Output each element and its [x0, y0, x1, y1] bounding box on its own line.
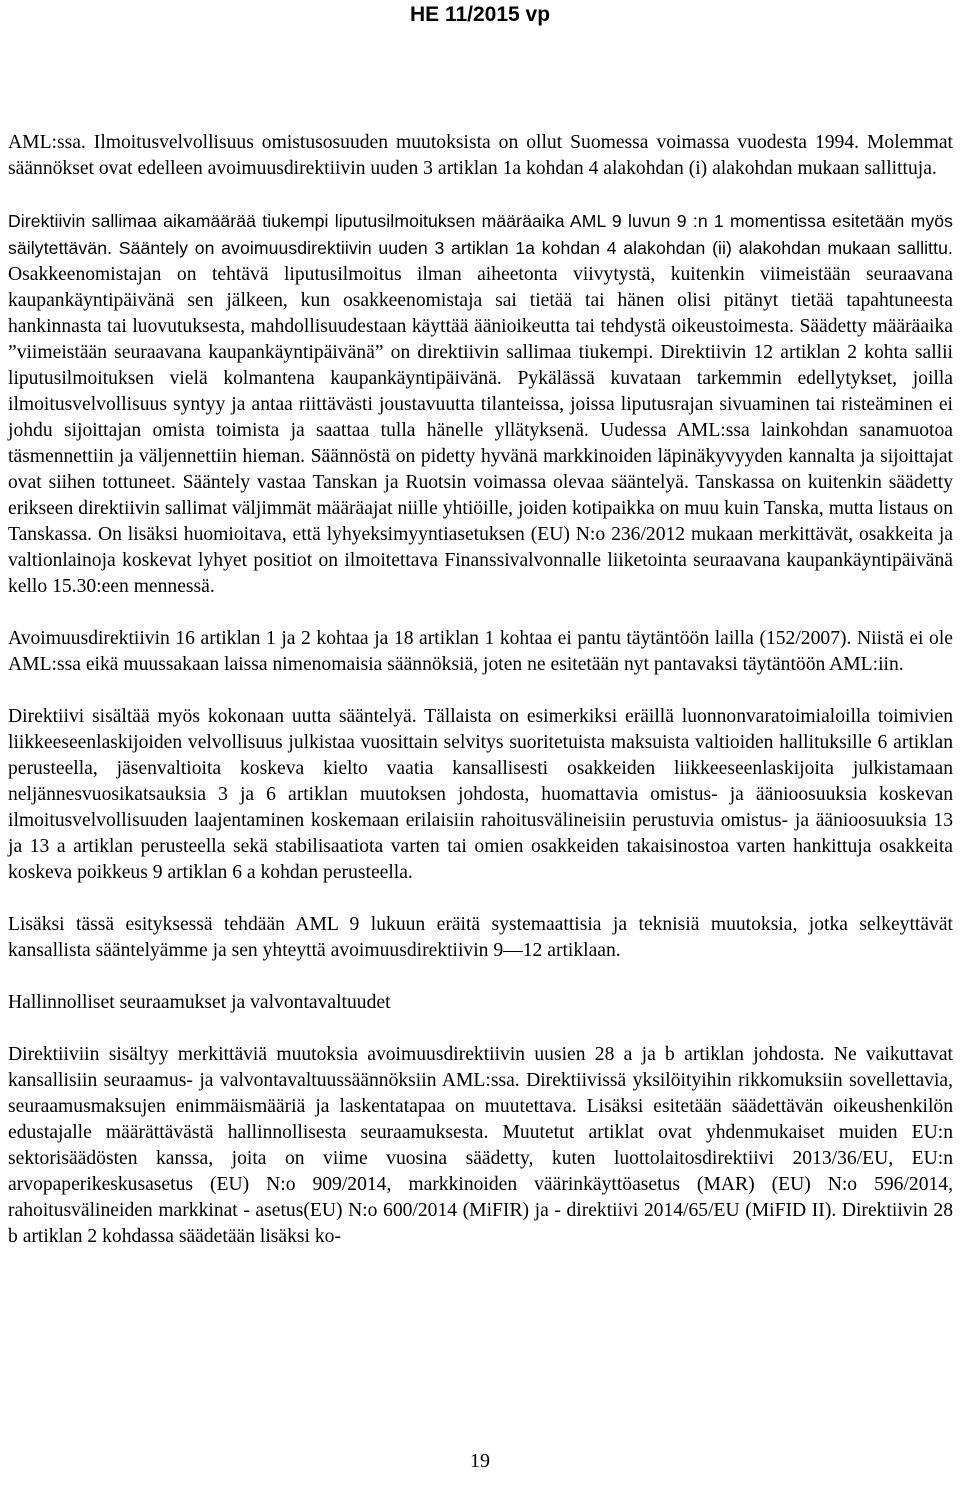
paragraph-4: Direktiivi sisältää myös kokonaan uutta sääntelyä. Tällaista on esimerkiksi eräillä luonnonvaratoimialoilla toimivien liikkeeseenlaskijoiden velvollisuus julkistaa vuosittain selvitys suoritetuista maksuista valtioiden hallituksille 6 artiklan perusteella, jäsenvaltioita koskeva kielto vaatia kansallisesti osakkeiden liikkeeseenlaskijoita julkistamaan neljännesvuosikatsauksia 3 ja 6 artiklan muutoksen johdosta, huomattavia omistus- ja äänioosuuksia koskevan ilmoitusvelvollisuuden laajentaminen koskemaan erilaisiin rahoitusvälineisiin perustuvia omistus- ja äänioosuuksia 13 ja 13 a artiklan perusteella sekä stabilisaatiota varten tai omien osakkeiden takaisinostoa varten hankittuja osakkeita koskeva poikkeus 9 artiklan 6 a kohdan perusteella. — [8, 706, 953, 883]
page-number: 19 — [470, 1450, 490, 1472]
paragraph-2 — [8, 208, 953, 600]
paragraph-3: Avoimuusdirektiivin 16 artiklan 1 ja 2 kohtaa ja 18 artiklan 1 kohtaa ei pantu täytäntöön lailla (152/2007). Niistä ei ole AML:ssa eikä muussakaan laissa nimenomaisia säännöksiä, joten ne esitetään nyt pantavaksi täytäntöön AML:iin. — [8, 628, 953, 675]
paragraph-2-sans-part: Direktiivin sallimaa aikamäärää tiukempi liputusilmoituksen määräaika AML 9 luvun 9 :n 1 momentissa esitetään myös säilytettävän. Sääntely on avoimuusdirektiivin uuden 3 artiklan 1a kohdan 4 alakohdan (ii) alakohdan mukaan sallittu. — [8, 211, 953, 258]
page-header: HE 11/2015 vp — [409, 3, 551, 26]
section-heading: Hallinnolliset seuraamukset ja valvontavaltuudet — [8, 992, 391, 1013]
paragraph-5: Lisäksi tässä esityksessä tehdään AML 9 lukuun eräitä systemaattisia ja teknisiä muutoksia, jotka selkeyttävät kansallista sääntelyämme ja sen yhteyttä avoimuusdirektiivin 9—12 artiklaan. — [8, 914, 953, 961]
paragraph-2-serif-part: Osakkeenomistajan on tehtävä liputusilmoitus ilman aiheetonta viivytystä, kuitenkin viimeistään seuraavana kaupankäyntipäivänä sen jälkeen, kun osakkeenomistaja sai tietää tai hänen olisi pitänyt tietää tapahtuneesta hankinnasta tai luovutuksesta, mahdollisuudestaan käyttää äänioikeutta tai tehdystä oikeustoimesta. Säädetty määräaika ”viimeistään seuraavana kaupankäyntipäivänä” on direktiivin sallimaa tiukempi. Direktiivin 12 artiklan 2 kohta sallii liputusilmoituksen vielä kolmantena kaupankäyntipäivänä. Pykälässä kuvataan tarkemmin edellytykset, joilla ilmoitusvelvollisuus syntyy ja antaa riittävästi joustavuutta tilanteissa, joissa liputusrajan sivuaminen tai risteäminen ei johdu sijoittajan omista toimista ja saattaa tulla hänelle yllätyksenä. Uudessa AML:ssa lainkohdan sanamuotoa täsmennettiin ja väljennettiin hieman. Säännöstä on pidetty hyvänä markkinoiden läpinäkyvyyden kannalta ja sijoittajat ovat siihen tottuneet. Sääntely vastaa Tanskan ja Ruotsin voimassa olevaa sääntelyä. Tanskassa on kuitenkin säädetty erikseen direktiivin sallimat väljimmät määräajat niille yhtiöille, joiden kotipaikka on muu kuin Tanska, mutta listaus on Tanskassa. On lisäksi huomioitava, että lyhyeksimyyntiasetuksen (EU) N:o 236/2012 mukaan merkittävät, osakkeita ja valtionlainoja koskevat lyhyet positiot on ilmoitettava Finanssivalvonnalle liiketointa seuraavana kaupankäyntipäivänä kello 15.30:een mennessä. — [8, 264, 953, 597]
document-body — [8, 130, 953, 1250]
paragraph-6: Direktiiviin sisältyy merkittäviä muutoksia avoimuusdirektiivin uusien 28 a ja b artiklan johdosta. Ne vaikuttavat kansallisiin seuraamus- ja valvontavaltuussäännöksiin AML:ssa. Direktiivissä yksilöityihin rikkomuksiin sovellettavia, seuraamusmaksujen enimmäismääriä ja laskentatapaa on muutettava. Lisäksi esitetään säädettävän oikeushenkilön edustajalle määrättävästä hallinnollisesta seuraamuksesta. Muutetut artiklat ovat yhdenmukaiset muiden EU:n sektorisäädösten kanssa, joita on viime vuosina säädetty, kuten luottolaitosdirektiivi 2013/36/EU, EU:n arvopaperikeskusasetus (EU) N:o 909/2014, markkinoiden väärinkäyttöasetus (MAR) (EU) N:o 596/2014, rahoitusvälineiden markkinat - asetus(EU) N:o 600/2014 (MiFIR) ja - direktiivi 2014/65/EU (MiFID II). Direktiivin 28 b artiklan 2 kohdassa säädetään lisäksi ko- — [8, 1044, 953, 1247]
paragraph-1: AML:ssa. Ilmoitusvelvollisuus omistusosuuden muutoksista on ollut Suomessa voimassa vuodesta 1994. Molemmat säännökset ovat edelleen avoimuusdirektiivin uuden 3 artiklan 1a kohdan 4 alakohdan (i) alakohdan mukaan sallittuja. — [8, 132, 953, 179]
